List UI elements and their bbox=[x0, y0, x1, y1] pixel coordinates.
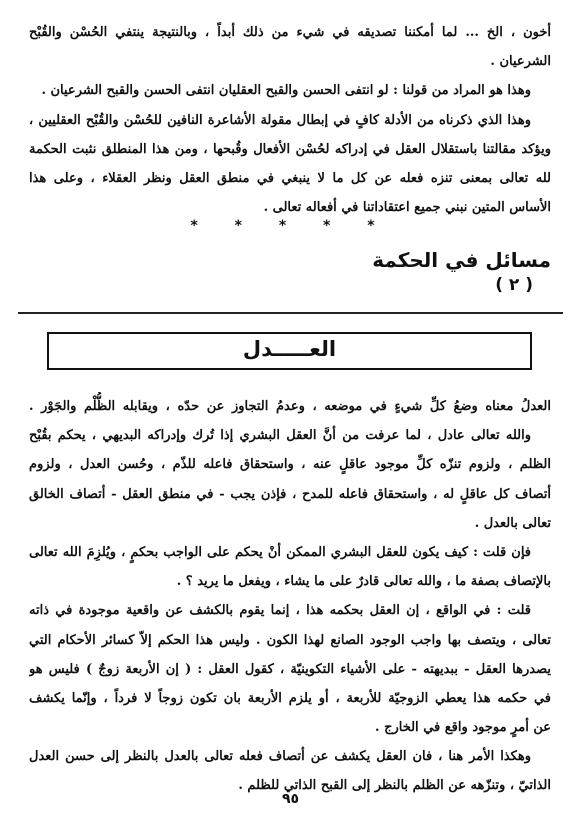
text-line: الذاتيّ ، وتنزّهه عن الظلم بالنظر إلى القبح الذاتي للظلم . bbox=[238, 778, 551, 794]
text-line: وهذا هو المراد من قولنا : لو انتفى الحسن والقبح العقليان انتفى الحسن والقبح الشرعيان . bbox=[41, 83, 531, 99]
text-line: الظلم ، ولزوم تنزّه كلِّ موجود عاقلٍ عنه ، واستحقاق فاعله للذّم ، وحُسن العدل ، ولزوم bbox=[29, 457, 551, 473]
text-line: بالإتصاف بصفة ما ، والله تعالى قادرٌ على ما يشاء ، ويفعل ما يريد ؟ . bbox=[176, 574, 551, 590]
text-line: ويؤكد مقالتنا باستقلال العقل في إدراكه لحُسْن الأفعال وقُبحها ، ومن هذا المنطلق نثبت الحكمة bbox=[29, 141, 551, 157]
text-line: العدلُ معناه وضعُ كلِّ شيءٍ في موضعه ، وعدمُ التجاوز عن حدّه ، ويقابله الظُّلْم والجَوْر . bbox=[29, 399, 551, 414]
divider-line bbox=[18, 312, 563, 314]
text-line: وهكذا الأمر هنا ، فان العقل يكشف عن أتصاف فعله تعالى بالعدل بالنظر إلى حسن العدل bbox=[29, 749, 531, 765]
text-line: أخون ، الخ ... لما أمكننا تصديقه في شيء من ذلك أبداً ، وبالنتيجة ينتفي الحُسْن والقُبْح bbox=[29, 25, 551, 40]
text-line: تعالى ، ويتصف بها واجب الوجود الصانع لهذا الكون . وليس هذا الحكم إلاّ كسائر الأحكام التي bbox=[29, 632, 551, 648]
text-line: لله تعالى بمعنى تنزه فعله عن كل ما لا ينبغي في منطق العقل ونظر العقلاء ، وعلى هذا bbox=[29, 170, 551, 186]
text-line: والله تعالى عادل ، لما عرفت من أنَّ العقل البشري إذا تُرك وإدراكه البديهي ، يحكم بقُبْح bbox=[29, 428, 531, 444]
section-number: ( ٢ ) bbox=[495, 275, 533, 295]
chapter-title-box bbox=[47, 332, 532, 370]
text-line: وهذا الذي ذكرناه من الأدلة كافٍ في إبطال مقولة الأشاعرة النافين للحُسْن والقُبْح العقليين ، bbox=[29, 112, 531, 128]
chapter-title: العـــــدل bbox=[242, 337, 337, 361]
text-line: في حكمه هذا يعطي الزوجيّة للأربعة ، أو يلزم الأربعة بان تكون زوجاً لا فرداً ، وإنّما يكشف bbox=[29, 690, 551, 706]
separator-stars: * * * * * bbox=[190, 218, 391, 234]
body-text-block bbox=[29, 392, 551, 801]
page-number: ٩٥ bbox=[281, 791, 300, 807]
section-title: مسائل في الحكمة bbox=[372, 248, 551, 272]
text-line: قلت : في الواقع ، إن العقل بحكمه هذا ، إنما يقوم بالكشف عن واقعية موجودة في ذاته bbox=[29, 603, 531, 619]
text-line: يصدرها العقل - ببديهته - على الأشياء التكوينيّة ، كقول العقل : ( إن الأربعة زوجٌ ) فليس هو bbox=[29, 661, 551, 677]
text-line: فإن قلت : كيف يكون للعقل البشري الممكن أنْ يحكم على الواجب بحكمٍ ، ويُلزِمَ الله تعالى bbox=[29, 544, 531, 560]
text-line: عن أمرٍ موجود واقع في الخارج . bbox=[375, 720, 551, 736]
text-line: تعالى بالعدل . bbox=[474, 515, 551, 531]
text-line: الشرعيان . bbox=[490, 54, 551, 70]
top-text-block bbox=[29, 18, 551, 222]
text-line: الأساس المتين نبني جميع اعتقاداتنا في أفعاله تعالى . bbox=[263, 200, 551, 216]
text-line: أتصاف كل عاقلٍ له ، واستحقاق فاعله للمدح ، فإذن يجب - في منطق العقل - أتصاف الخالق bbox=[29, 486, 551, 502]
